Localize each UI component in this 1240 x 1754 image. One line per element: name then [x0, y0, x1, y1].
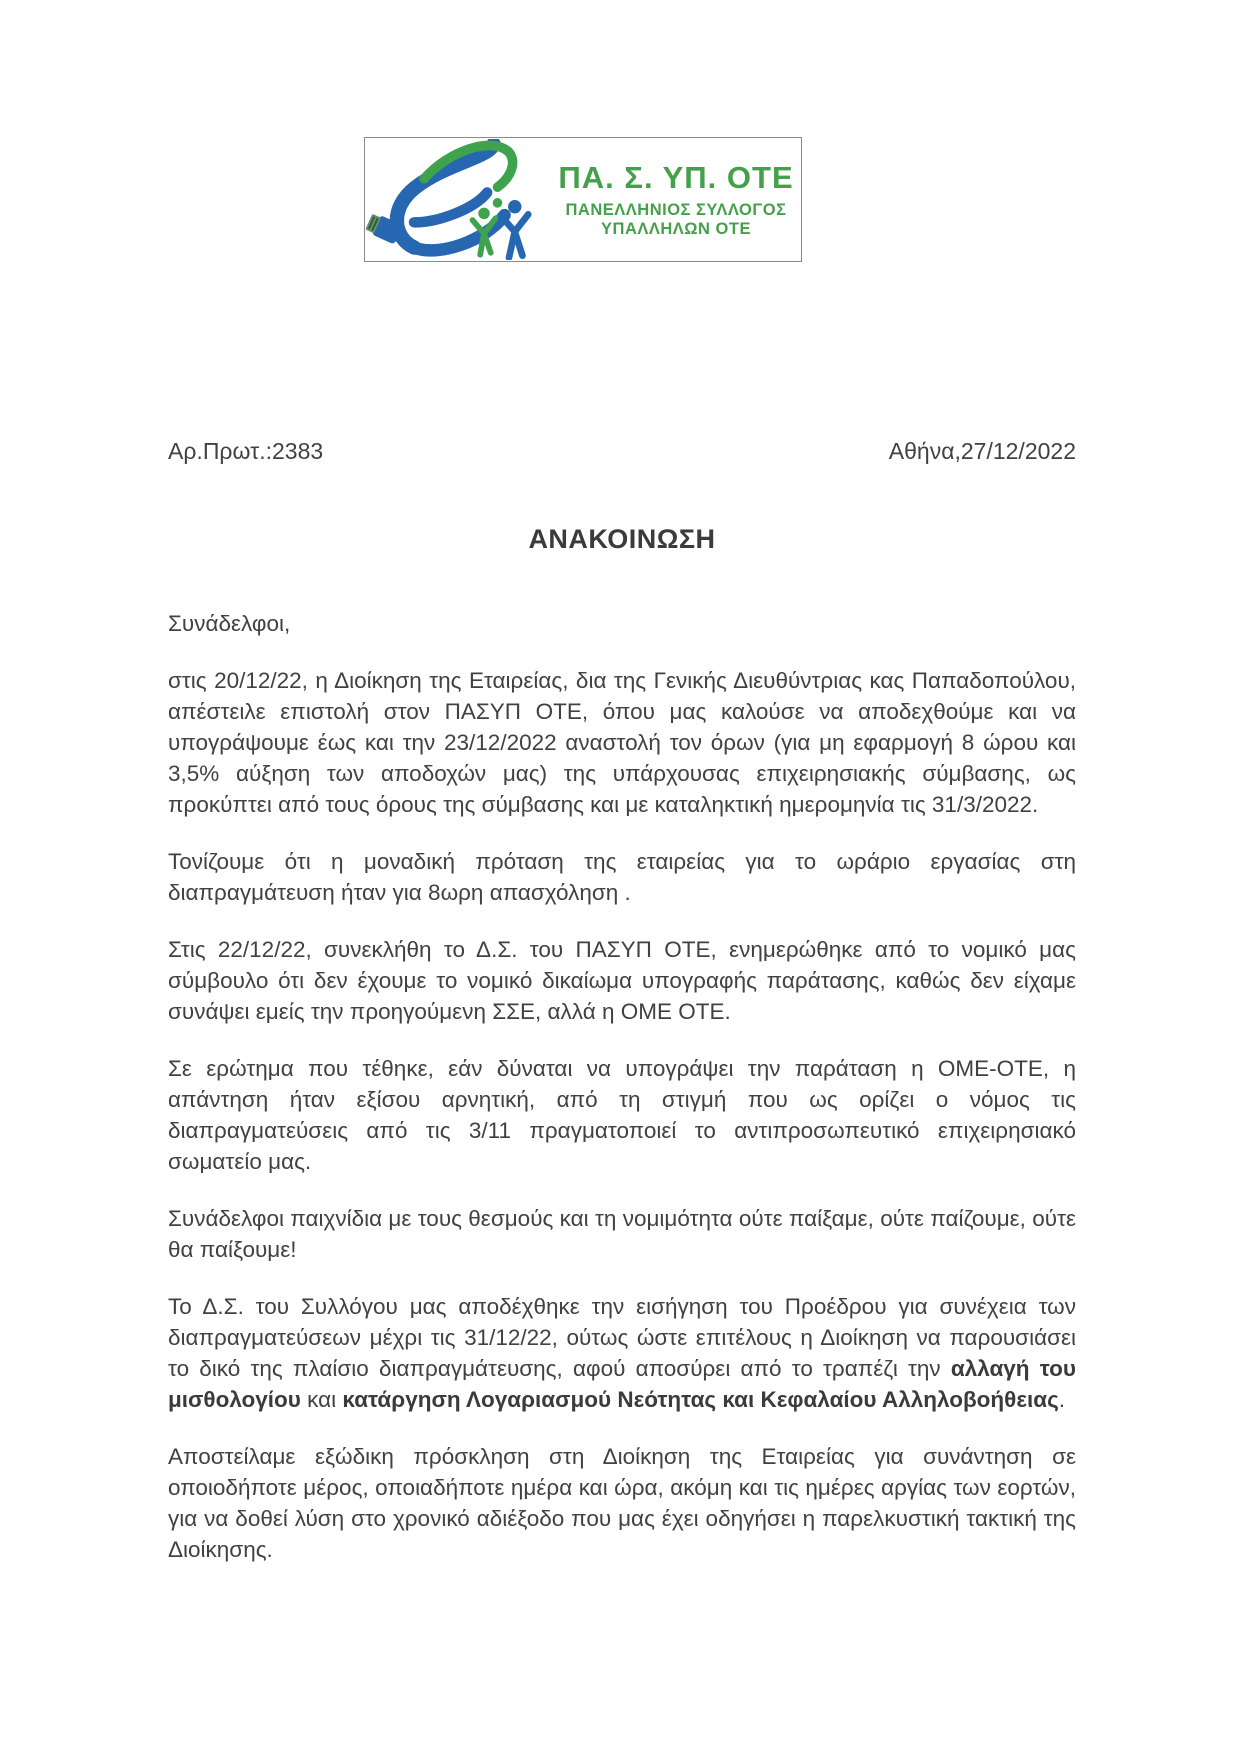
page-title: ΑΝΑΚΟΙΝΩΣΗ: [528, 524, 716, 554]
paragraph-6-period: .: [1058, 1387, 1066, 1412]
salutation: Συνάδελφοι,: [168, 611, 291, 636]
org-logo-text: [557, 161, 801, 239]
paragraph-6-text: Το Δ.Σ. του Συλλόγου μας αποδέχθηκε την εισήγηση του Προέδρου για συνέχεια των διαπραγματεύσεων μέχρι τις 31/12/22, ούτως ώστε επιτέλους η Διοίκηση να παρουσιάσει το δικό της πλαίσιο διαπραγμάτευσης, αφού αποσύρει από το τραπέζι την: [168, 1294, 1076, 1381]
paragraph-6: [168, 1291, 1076, 1415]
place-date: Αθήνα,27/12/2022: [888, 438, 1076, 464]
org-subtitle-line2: ΥΠΑΛΛΗΛΩΝ ΟΤΕ: [601, 219, 751, 238]
letter-body: [168, 608, 1076, 1591]
protocol-number: Αρ.Πρωτ.:2383: [168, 438, 324, 464]
bold-phrase-salary-change: αλλαγή του μισθολογίου: [168, 1356, 1076, 1412]
paragraph-2: Τονίζουμε ότι η μοναδική πρόταση της εταιρείας για το ωράριο εργασίας στη διαπραγμάτευση ήταν για 8ωρη απασχόληση .: [168, 849, 1076, 905]
org-subtitle-line1: ΠΑΝΕΛΛΗΝΙΟΣ ΣΥΛΛΟΓΟΣ: [565, 201, 787, 220]
reference-row: [168, 438, 1076, 465]
org-acronym: ΠΑ. Σ. ΥΠ. ΟΤΕ: [558, 159, 794, 195]
pasyp-ote-logo-icon: [365, 139, 557, 260]
org-logo: [364, 137, 802, 262]
paragraph-3: Στις 22/12/22, συνεκλήθη το Δ.Σ. του ΠΑΣΥΠ ΟΤΕ, ενημερώθηκε από το νομικό μας σύμβουλο ότι δεν έχουμε το νομικό δικαίωμα υπογραφής παράτασης, καθώς δεν είχαμε συνάψει εμείς την προηγούμενη ΣΣΕ, αλλά η ΟΜΕ ΟΤΕ.: [168, 937, 1076, 1024]
paragraph-7: Αποστείλαμε εξώδικη πρόσκληση στη Διοίκηση της Εταιρείας για συνάντηση σε οποιοδήποτε μέρος, οποιαδήποτε ημέρα και ώρα, ακόμη και τις ημέρες αργίας των εορτών, για να δοθεί λύση στο χρονικό αδιέξοδο που μας έχει οδηγήσει η παρελκυστική τακτική της Διοίκησης.: [168, 1444, 1076, 1562]
paragraph-4: Σε ερώτημα που τέθηκε, εάν δύναται να υπογράψει την παράταση η ΟΜΕ-ΟΤΕ, η απάντηση ήταν εξίσου αρνητική, από τη στιγμή που ως ορίζει ο νόμος τις διαπραγματεύσεις από τις 3/11 πραγματοποιεί το αντιπροσωπευτικό επιχειρησιακό σωματείο μας.: [168, 1056, 1076, 1174]
paragraph-5: Συνάδελφοι παιχνίδια με τους θεσμούς και τη νομιμότητα ούτε παίξαμε, ούτε παίζουμε, ούτε θα παίξουμε!: [168, 1206, 1076, 1262]
paragraph-1: στις 20/12/22, η Διοίκηση της Εταιρείας, δια της Γενικής Διευθύντριας κας Παπαδοπούλου, απέστειλε επιστολή στον ΠΑΣΥΠ ΟΤΕ, όπου μας καλούσε να αποδεχθούμε και να υπογράψουμε έως και την 23/12/2022 αναστολή τον όρων (για μη εφαρμογή 8 ώρου και 3,5% αύξηση των αποδοχών μας) της υπάρχουσας επιχειρησιακής σύμβασης, ως προκύπτει από τους όρους της σύμβασης και με καταληκτική ημερομηνία τις 31/3/2022.: [168, 668, 1076, 817]
paragraph-6-connector: και: [300, 1387, 343, 1412]
bold-phrase-account-abolition: κατάργηση Λογαριασμού Νεότητας και Κεφαλαίου Αλληλοβοήθειας: [342, 1387, 1059, 1412]
